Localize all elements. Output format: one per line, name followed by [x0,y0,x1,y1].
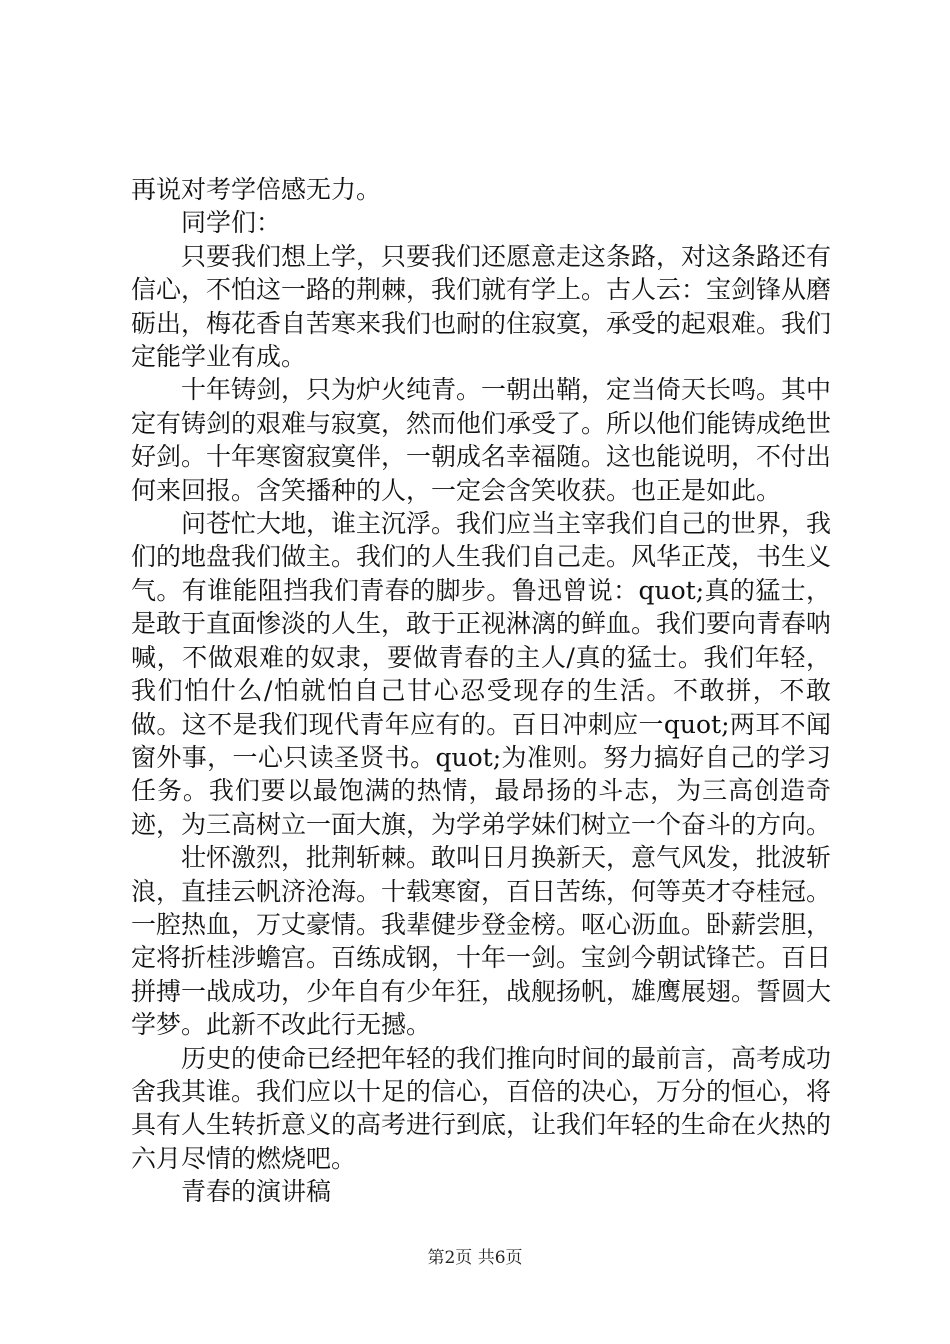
paragraph: 十年铸剑，只为炉火纯青。一朝出鞘，定当倚天长鸣。其中定有铸剑的艰难与寂寞，然而他们承受了。所以他们能铸成绝世好剑。十年寒窗寂寞伴，一朝成名幸福随。这也能说明，不付出何来回报。含笑播种的人，一定会含笑收获。也正是如此。 [131,375,832,505]
paragraph: 只要我们想上学，只要我们还愿意走这条路，对这条路还有信心，不怕这一路的荆棘，我们就有学上。古人云：宝剑锋从磨砺出，梅花香自苦寒来我们也耐的住寂寞，承受的起艰难。我们定能学业有成。 [131,241,832,372]
paragraph: 问苍忙大地，谁主沉浮。我们应当主宰我们自己的世界，我们的地盘我们做主。我们的人生我们自己走。风华正茂，书生义气。有谁能阻挡我们青春的脚步。鲁迅曾说：quot;真的猛士，是敢于直面惨淡的人生，敢于正视淋漓的鲜血。我们要向青春呐喊，不做艰难的奴隶，要做青春的主人/真的猛士。我们年轻，我们怕什么/怕就怕自己甘心忍受现存的生活。不敢拼，不敢做。这不是我们现代青年应有的。百日冲刺应一quot;两耳不闻窗外事，一心只读圣贤书。quot;为准则。努力搞好自己的学习任务。我们要以最饱满的热情，最昂扬的斗志，为三高创造奇迹，为三高树立一面大旗，为学弟学妹们树立一个奋斗的方向。 [131,509,832,839]
paragraph: 壮怀激烈，批荆斩棘。敢叫日月换新天，意气风发，批波斩浪，直挂云帆济沧海。十载寒窗，百日苦练，何等英才夺桂冠。一腔热血，万丈豪情。我辈健步登金榜。呕心沥血。卧薪尝胆，定将折桂涉蟾宫。百练成钢，十年一剑。宝剑今朝试锋芒。百日拼搏一战成功，少年自有少年狂，战舰扬帆，雄鹰展翅。誓圆大学梦。此新不改此行无撼。 [131,843,832,1040]
paragraph-salutation: 同学们： [181,208,282,238]
section-heading: 青春的演讲稿 [181,1177,332,1207]
paragraph-continuation: 再说对考学倍感无力。 [131,175,382,204]
page-number-footer: 第2页 共6页 [427,1248,523,1268]
paragraph: 历史的使命已经把年轻的我们推向时间的最前言，高考成功舍我其谁。我们应以十足的信心，百倍的决心，万分的恒心，将具有人生转折意义的高考进行到底，让我们年轻的生命在火热的六月尽情的燃烧吧。 [131,1043,832,1173]
document-body [131,173,831,1209]
